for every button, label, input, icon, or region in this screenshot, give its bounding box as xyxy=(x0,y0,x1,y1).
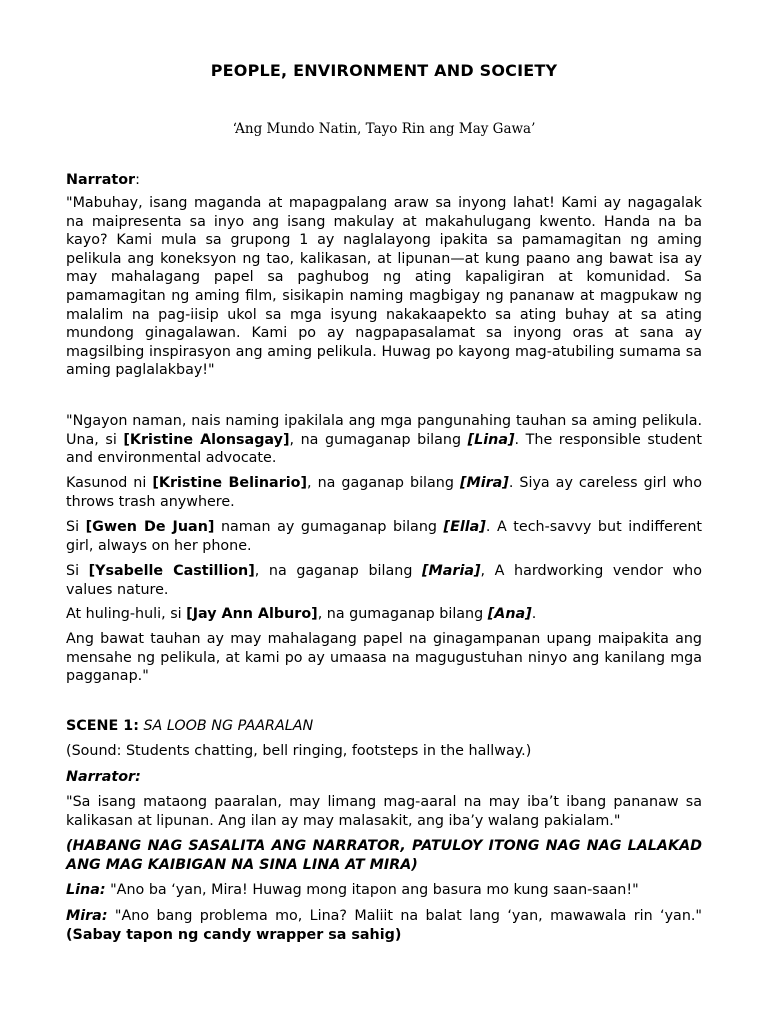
scene1-name: SA LOOB NG PAARALAN xyxy=(138,718,314,734)
ella-role: [Ella] xyxy=(443,519,486,535)
lina-mid: , na gumaganap bilang xyxy=(289,431,468,448)
narrator-label: Narrator xyxy=(66,172,136,188)
ana-role: [Ana] xyxy=(487,606,532,622)
lina-actor: [Kristine Alonsagay] xyxy=(123,431,290,448)
cast-closing-paragraph: Ang bawat tauhan ay may mahalagang papel na ginagampanan upang maipakita ang mensahe ng pelikula, at kami po ay umaasa na magugustuhan ninyo ang kanilang mga pagganap." xyxy=(66,631,702,685)
cast-ella-paragraph xyxy=(66,518,702,555)
scene1-label: SCENE 1: xyxy=(66,718,139,734)
ana-mid: , na gumaganap bilang xyxy=(317,606,488,622)
lina-speaker: Lina: xyxy=(66,882,106,898)
ana-pre: At huling-huli, si xyxy=(66,606,187,622)
mira-role: [Mira] xyxy=(459,475,509,491)
maria-role: [Maria] xyxy=(422,563,481,579)
scene1-sound: (Sound: Students chatting, bell ringing, footsteps in the hallway.) xyxy=(66,743,532,759)
ana-actor: [Jay Ann Alburo] xyxy=(186,606,318,622)
ella-actor: [Gwen De Juan] xyxy=(85,519,215,535)
mira-mid: , na gaganap bilang xyxy=(307,475,460,491)
cast-maria-paragraph xyxy=(66,562,702,599)
mira-line: "Ano bang problema mo, Lina? Maliit na balat lang ‘yan, mawawala rin ‘yan." xyxy=(107,908,702,924)
ella-mid: naman ay gumaganap bilang xyxy=(214,519,444,535)
scene1-narrator-line: "Sa isang mataong paaralan, may limang mag-aaral na may iba’t ibang pananaw sa kalikasan at lipunan. Ang ilan ay may malasakit, ang iba’y walang pakialam." xyxy=(66,794,702,829)
maria-desc: , A hardworking vendor who values nature. xyxy=(66,563,702,598)
mira-pre: Kasunod ni xyxy=(66,475,153,491)
ana-desc: . xyxy=(531,606,537,622)
maria-actor: [Ysabelle Castillion] xyxy=(88,563,255,579)
mira-speaker: Mira: xyxy=(66,908,108,924)
ella-pre: Si xyxy=(66,519,86,535)
scene1-narrator-label xyxy=(66,768,702,787)
lina-desc: . The responsible student and environmental advocate. xyxy=(66,431,702,467)
cast-ana-paragraph xyxy=(66,605,702,624)
mira-desc: . Siya ay careless girl who throws trash anywhere. xyxy=(66,475,702,510)
document-subtitle: ‘Ang Mundo Natin, Tayo Rin ang May Gawa’ xyxy=(232,121,536,137)
cast-intro-paragraph xyxy=(66,412,702,468)
ella-desc: . A tech-savvy but indifferent girl, always on her phone. xyxy=(66,519,702,554)
lina-dialogue xyxy=(66,881,702,900)
narrator-heading xyxy=(66,171,702,190)
document-title: PEOPLE, ENVIRONMENT AND SOCIETY xyxy=(210,61,558,80)
mira-dialogue xyxy=(66,907,702,944)
maria-mid: , na gaganap bilang xyxy=(254,563,422,579)
lina-role: [Lina] xyxy=(467,431,515,448)
scene1-stage-direction: (HABANG NAG SASALITA ANG NARRATOR, PATULOY ITONG NAG NAG LALAKAD ANG MAG KAIBIGAN NA SINA LINA AT MIRA) xyxy=(66,838,702,873)
maria-pre: Si xyxy=(66,563,89,579)
mira-action: (Sabay tapon ng candy wrapper sa sahig) xyxy=(66,926,402,943)
scene1-narrator: Narrator: xyxy=(66,769,141,785)
cast-mira-paragraph xyxy=(66,474,702,511)
mira-actor: [Kristine Belinario] xyxy=(152,475,308,491)
intro-paragraph: "Mabuhay, isang maganda at mapagpalang araw sa inyong lahat! Kami ay nagagalak na maipresenta sa inyo ang isang makulay at makahulugang kwento. Handa na ba kayo? Kami mula sa grupong 1 ay naglalayong ipakita sa pamamagitan ng aming pelikula ang koneksyon ng tao, kalikasan, at lipunan—at kung paano ang bawat isa ay may mahalagang papel sa paghubog ng ating kapaligiran at komunidad. Sa pamamagitan ng aming film, sisikapin naming magbigay ng pananaw at magpukaw ng malalim na pag-iisip ukol sa mga isyung nakakaapekto sa ating buhay at sa ating mundong ginagalawan. Kami po ay nagpapasalamat sa inyong oras at sana ay magsilbing inspirasyon ang aming pelikula. Huwag po kayong mag-atubiling sumama sa aming paglalakbay!" xyxy=(66,195,702,379)
cast-intro-text: "Ngayon naman, nais naming ipakilala ang mga pangunahing tauhan sa aming pelikula. Una, si xyxy=(66,413,702,448)
lina-line: "Ano ba ‘yan, Mira! Huwag mong itapon ang basura mo kung saan-saan!" xyxy=(105,882,639,898)
scene1-heading xyxy=(66,717,702,736)
narrator-colon: : xyxy=(135,172,140,188)
